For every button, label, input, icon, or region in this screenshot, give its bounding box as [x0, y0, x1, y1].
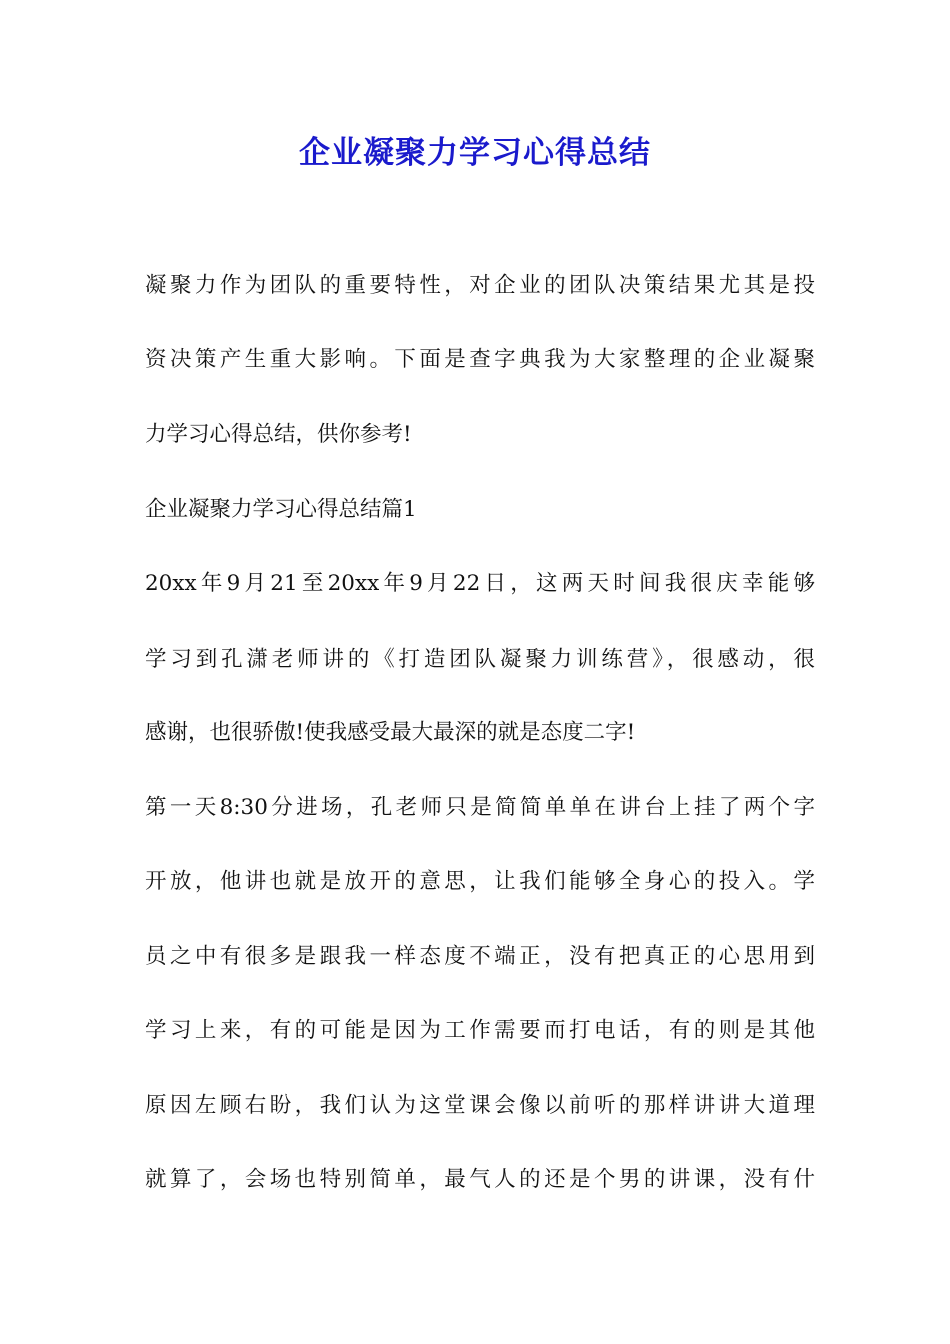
intro-line-2: 资决策产生重大影响。下面是查字典我为大家整理的企业凝聚	[145, 347, 815, 372]
section-heading: 企业凝聚力学习心得总结篇1	[145, 497, 417, 522]
intro-line-3: 力学习心得总结，供你参考!	[145, 422, 412, 447]
paragraph-2-line-2: 开放，他讲也就是放开的意思，让我们能够全身心的投入。学	[145, 869, 815, 894]
paragraph-2-line-5: 原因左顾右盼，我们认为这堂课会像以前听的那样讲讲大道理	[145, 1093, 815, 1118]
paragraph-1-line-1: 20xx年9月21至20xx年9月22日，这两天时间我很庆幸能够	[145, 571, 815, 596]
intro-line-1: 凝聚力作为团队的重要特性，对企业的团队决策结果尤其是投	[145, 273, 815, 298]
paragraph-2-line-6: 就算了，会场也特别简单，最气人的还是个男的讲课，没有什	[145, 1167, 815, 1192]
paragraph-2-line-1: 第一天8:30分进场，孔老师只是简简单单在讲台上挂了两个字	[145, 795, 815, 820]
document-title: 企业凝聚力学习心得总结	[299, 135, 651, 171]
paragraph-2-line-3: 员之中有很多是跟我一样态度不端正，没有把真正的心思用到	[145, 944, 815, 969]
paragraph-1-line-3: 感谢，也很骄傲!使我感受最大最深的就是态度二字!	[145, 720, 636, 745]
paragraph-1-line-2: 学习到孔潇老师讲的《打造团队凝聚力训练营》，很感动，很	[145, 647, 815, 672]
paragraph-2-line-4: 学习上来，有的可能是因为工作需要而打电话，有的则是其他	[145, 1018, 815, 1043]
